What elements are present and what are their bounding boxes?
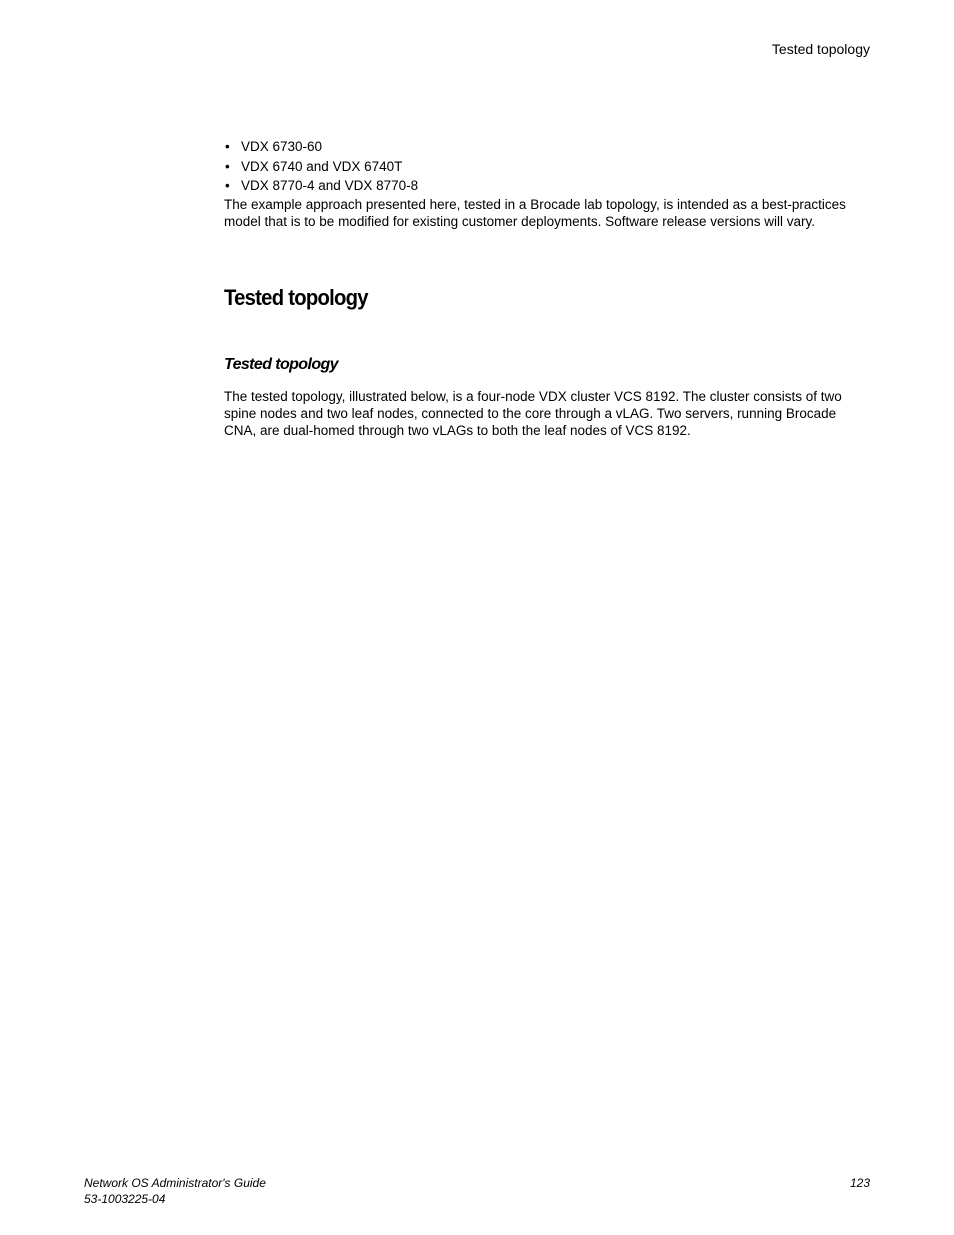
intro-paragraph: The example approach presented here, tested in a Brocade lab topology, is intended as a best-practices model that is to be modified for existing customer deployments. Software release versions will vary. [224, 196, 846, 229]
footer-document-info [84, 1175, 266, 1207]
bullet-icon: • [225, 178, 230, 193]
section-title: Tested topology [224, 285, 368, 310]
footer-doc-number: 53-1003225-04 [84, 1192, 166, 1206]
bullet-icon: • [225, 158, 230, 174]
list-item-label: VDX 6740 and VDX 6740T [241, 158, 403, 174]
bullet-icon: • [225, 139, 230, 154]
page-content [224, 137, 872, 438]
list-item [224, 176, 872, 196]
list-item [224, 157, 872, 177]
running-header: Tested topology [771, 41, 870, 57]
page-number: 123 [849, 1176, 870, 1190]
topology-description: The tested topology, illustrated below, is a four-node VDX cluster VCS 8192. The cluster consists of two spine nodes and two leaf nodes, connected to the core through a vLAG. Two servers, running Brocade CNA, are dual-homed through two vLAGs to both the leaf nodes of VCS 8192. [224, 389, 842, 438]
subsection-title: Tested topology [224, 356, 338, 373]
list-item [224, 137, 872, 157]
model-list [224, 137, 872, 196]
list-item-label: VDX 8770-4 and VDX 8770-8 [241, 178, 419, 193]
footer-guide-title: Network OS Administrator's Guide [84, 1176, 266, 1190]
list-item-label: VDX 6730-60 [241, 139, 323, 154]
